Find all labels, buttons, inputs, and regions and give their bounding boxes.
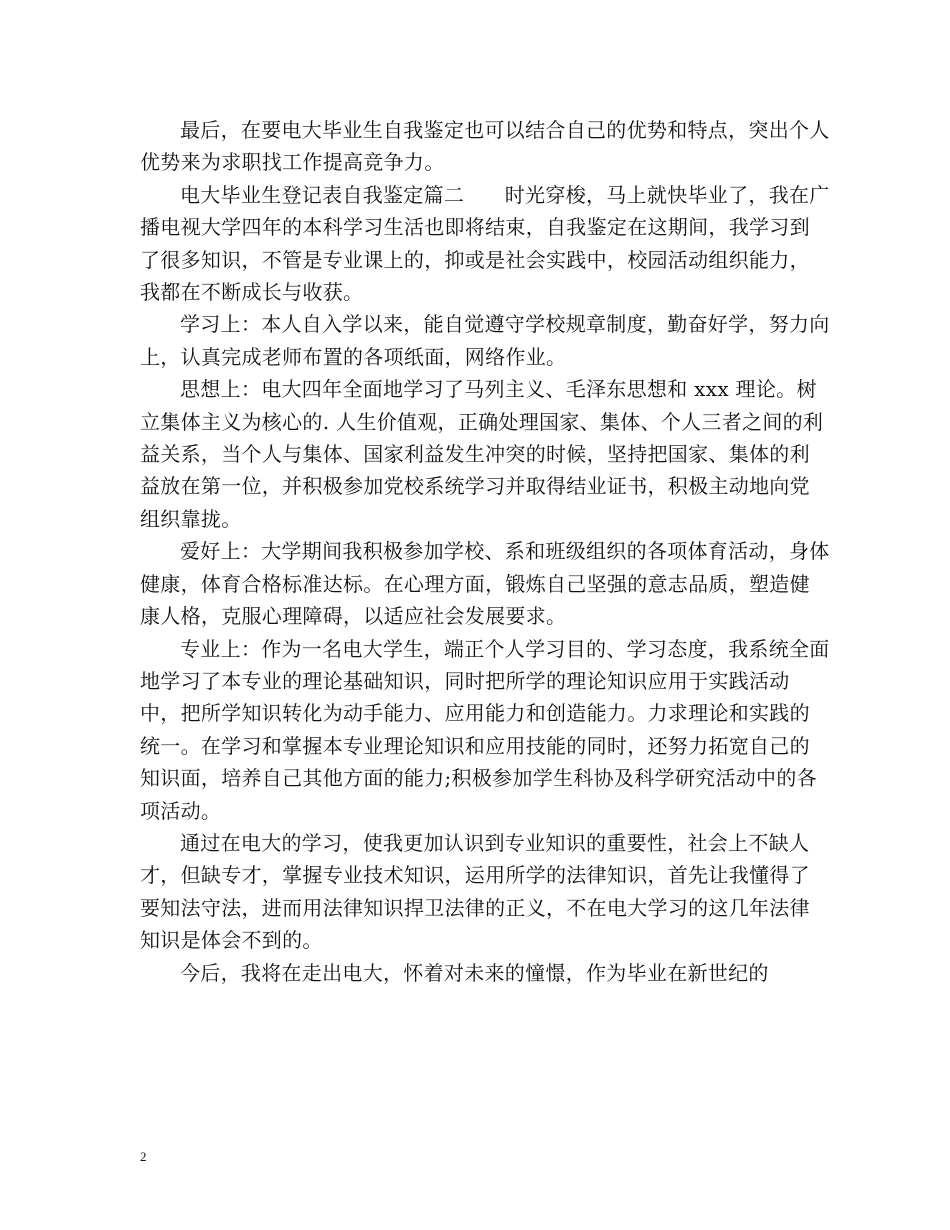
- paragraph-thought: 思想上：电大四年全面地学习了马列主义、毛泽东思想和 xxx 理论。树立集体主义为核心的. 人生价值观，正确处理国家、集体、个人三者之间的利益关系，当个人与集体、国家利益发生冲突的时候，坚持把国家、集体的利益放在第一位，并积极参加党校系统学习并取得结业证书，积极主动地向党组织靠拢。: [140, 377, 824, 531]
- paragraph-study: 学习上：本人自入学以来，能自觉遵守学校规章制度，勤奋好学，努力向上，认真完成老师布置的各项纸面，网络作业。: [140, 312, 830, 369]
- document-body: [140, 114, 830, 989]
- paragraph-conclusion: 最后，在要电大毕业生自我鉴定也可以结合自己的优势和特点，突出个人优势来为求职找工作提高竞争力。: [140, 118, 830, 175]
- paragraph-learning-reflection: 通过在电大的学习，使我更加认识到专业知识的重要性，社会上不缺人才，但缺专才，掌握专业技术知识，运用所学的法律知识，首先让我懂得了要知法守法，进而用法律知识捍卫法律的正义，不在电大学习的这几年法律知识是体会不到的。: [140, 830, 810, 953]
- paragraph-hobby: 爱好上：大学期间我积极参加学校、系和班级组织的各项体育活动，身体健康，体育合格标准达标。在心理方面，锻炼自己坚强的意志品质，塑造健康人格，克服心理障碍，以适应社会发展要求。: [140, 539, 830, 629]
- paragraph-future: 今后，我将在走出电大，怀着对未来的憧憬，作为毕业在新世纪的: [180, 960, 769, 985]
- paragraph-part-two-intro: 电大毕业生登记表自我鉴定篇二 时光穿梭，马上就快毕业了，我在广播电视大学四年的本科学习生活也即将结束，自我鉴定在这期间，我学习到了很多知识，不管是专业课上的，抑或是社会实践中，校园活动组织能力，我都在不断成长与收获。: [140, 182, 830, 305]
- paragraph-major: 专业上：作为一名电大学生，端正个人学习目的、学习态度，我系统全面地学习了本专业的理论基础知识，同时把所学的理论知识应用于实践活动中，把所学知识转化为动手能力、应用能力和创造能力。力求理论和实践的统一。在学习和掌握本专业理论知识和应用技能的同时，还努力拓宽自己的知识面，培养自己其他方面的能力;积极参加学生科协及科学研究活动中的各项活动。: [140, 636, 830, 823]
- page-number: 2: [140, 1149, 147, 1164]
